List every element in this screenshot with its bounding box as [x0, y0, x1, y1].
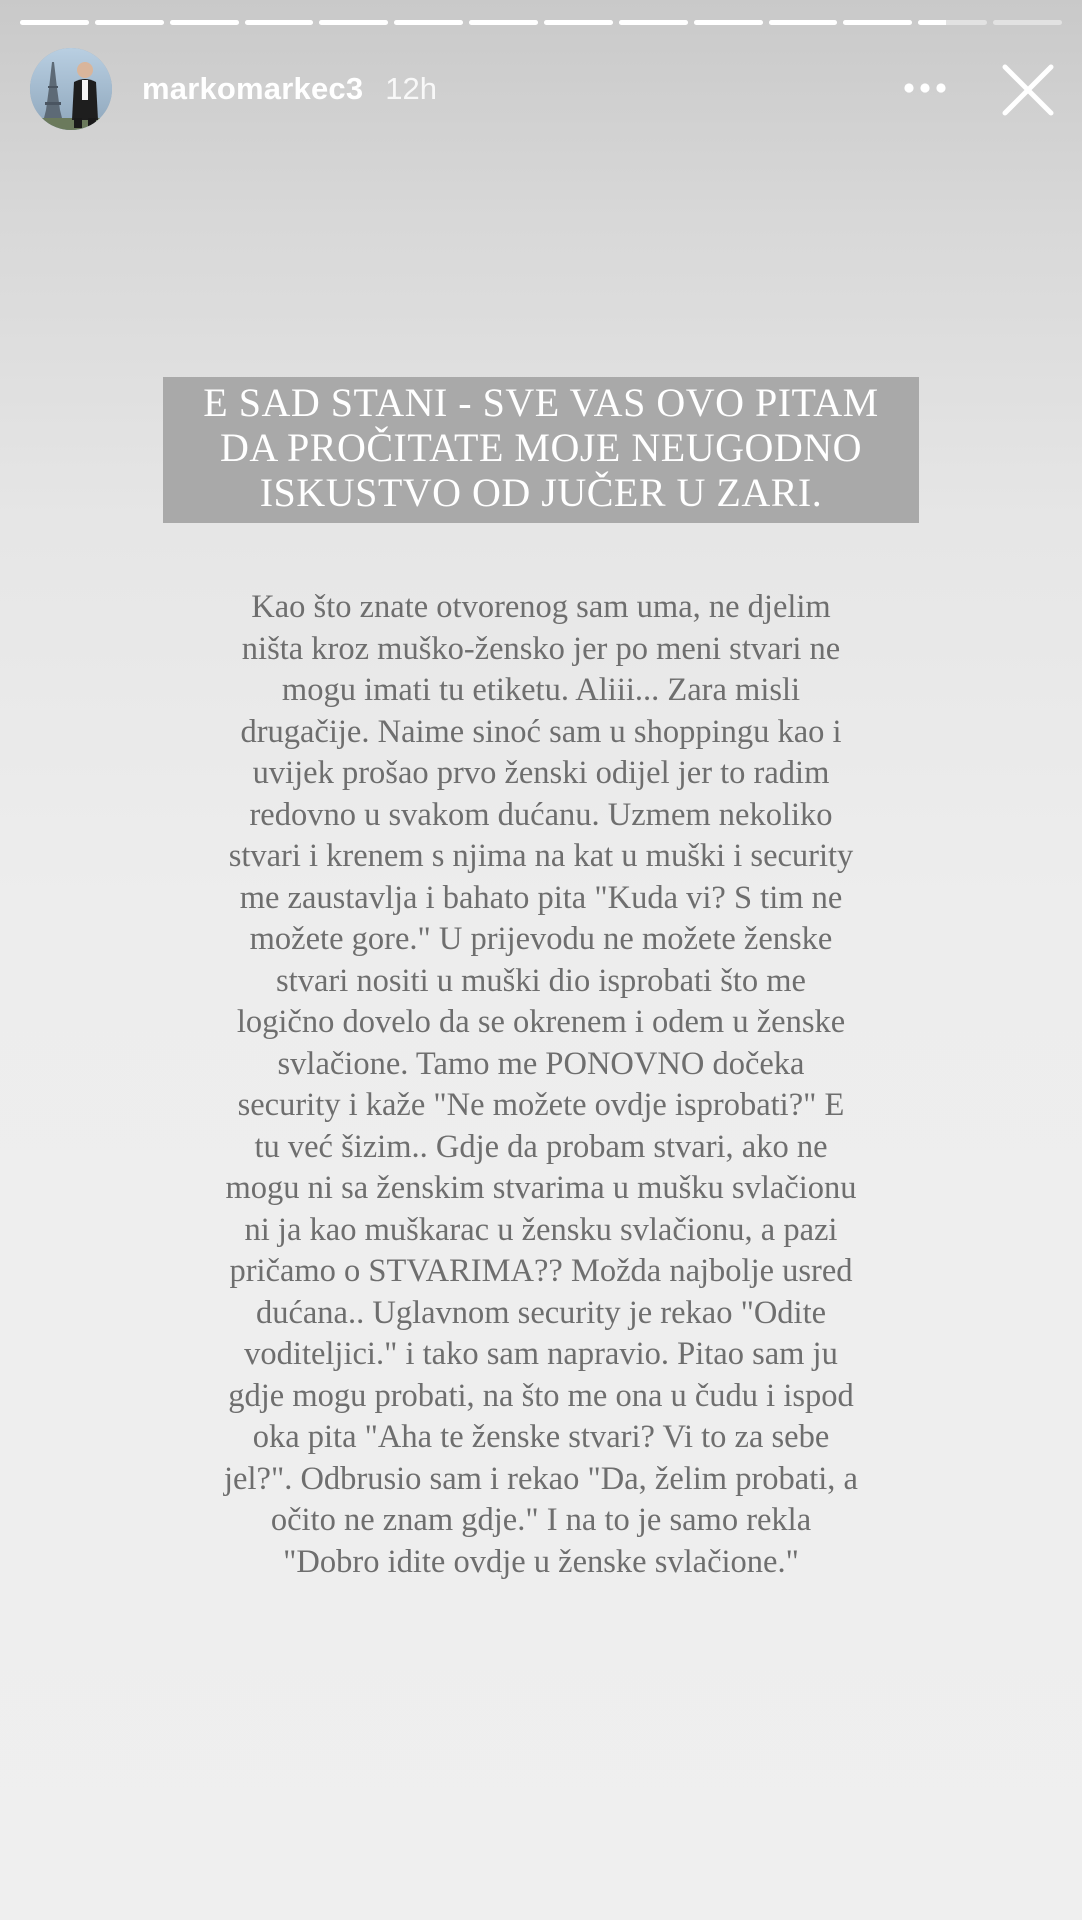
progress-segment — [769, 20, 838, 25]
progress-segment — [694, 20, 763, 25]
progress-segment-fill — [394, 20, 463, 25]
progress-segment-fill — [245, 20, 314, 25]
progress-segment-fill — [170, 20, 239, 25]
progress-segment — [993, 20, 1062, 25]
progress-segment — [394, 20, 463, 25]
progress-segment — [619, 20, 688, 25]
progress-segment-fill — [20, 20, 89, 25]
progress-segment-fill — [694, 20, 763, 25]
story-headline — [163, 377, 919, 523]
progress-segment — [319, 20, 388, 25]
progress-segment — [469, 20, 538, 25]
progress-segment — [544, 20, 613, 25]
progress-segment-fill — [918, 20, 946, 25]
story-body-text: Kao što znate otvorenog sam uma, ne djelim ništa kroz muško-žensko jer po meni stvari ne mogu imati tu etiketu. Aliii... Zara misli drugačije. Naime sinoć sam u shoppingu kao i uvijek prošao prvo ženski odijel jer to radim redovno u svakom dućanu. Uzmem nekoliko stvari i krenem s njima na kat u muški i security me zaustavlja i bahato pita "Kuda vi? S tim ne možete gore." U prijevodu ne možete ženske stvari nositi u muški dio isprobati što me logično dovelo da se okrenem i odem u ženske svlačione. Tamo me PONOVNO dočeka security i kaže "Ne možete ovdje isprobati?" E tu već šizim.. Gdje da probam stvari, ako ne mogu ni sa ženskim stvarima u mušku svlačionu ni ja kao muškarac u žensku svlačionu, a pazi pričamo o STVARIMA?? Možda najbolje usred dućana.. Uglavnom security je rekao "Odite voditeljici." i tako sam napravio. Pitao sam ju gdje mogu probati, na što me ona u čudu i ispod oka pita "Aha te ženske stvari? Vi to za sebe jel?". Odbrusio sam i rekao "Da, želim probati, a očito ne znam gdje." I na to je samo rekla "Dobro idite ovdje u ženske svlačione." — [224, 589, 858, 1580]
more-options-button[interactable] — [900, 68, 950, 108]
progress-segment — [170, 20, 239, 25]
progress-segment-fill — [319, 20, 388, 25]
post-time: 12h — [385, 71, 438, 106]
username[interactable]: markomarkec3 — [142, 71, 364, 106]
progress-segment-fill — [619, 20, 688, 25]
close-button[interactable] — [998, 60, 1058, 120]
progress-segment-fill — [95, 20, 164, 25]
progress-segment-fill — [843, 20, 912, 25]
progress-segment — [245, 20, 314, 25]
progress-segment — [918, 20, 987, 25]
headline-line: ISKUSTVO OD JUČER U ZARI. — [259, 470, 823, 515]
story-header — [30, 48, 437, 130]
headline-text — [173, 380, 909, 515]
avatar[interactable] — [30, 48, 112, 130]
progress-segment-fill — [469, 20, 538, 25]
headline-line: E SAD STANI - SVE VAS OVO PITAM — [203, 380, 879, 425]
headline-line: DA PROČITATE MOJE NEUGODNO — [219, 425, 863, 470]
close-icon — [998, 60, 1058, 120]
progress-segment-fill — [769, 20, 838, 25]
progress-segment-fill — [544, 20, 613, 25]
progress-segment — [20, 20, 89, 25]
progress-segment — [95, 20, 164, 25]
story-progress-bar — [20, 20, 1062, 25]
profile-photo — [30, 48, 112, 130]
progress-segment — [843, 20, 912, 25]
more-horizontal-icon — [903, 82, 947, 94]
